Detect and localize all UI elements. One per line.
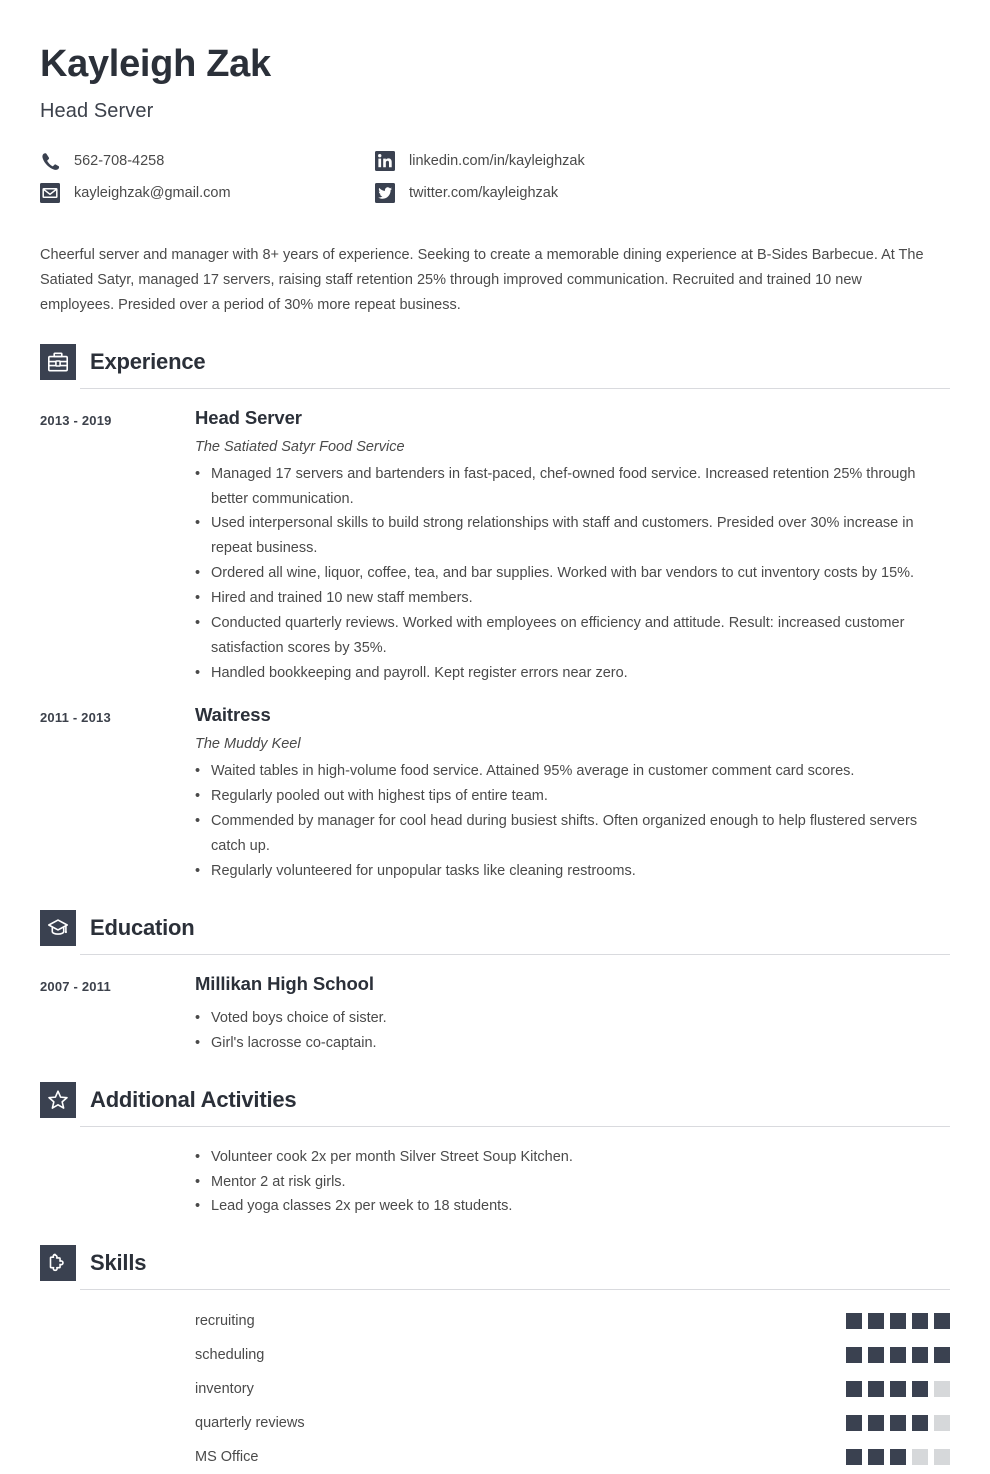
graduation-cap-icon	[40, 910, 76, 946]
list-item: • Girl's lacrosse co-captain.	[195, 1031, 950, 1056]
skill-name: recruiting	[195, 1313, 255, 1330]
skill-square-filled	[890, 1313, 906, 1329]
list-item: • Regularly pooled out with highest tips of entire team.	[195, 784, 950, 809]
section-additional-activities	[40, 1082, 950, 1220]
skill-name: inventory	[195, 1381, 254, 1398]
entry-bullets	[195, 1006, 950, 1056]
contact-email[interactable]	[40, 181, 375, 205]
star-icon	[40, 1082, 76, 1118]
section-education	[40, 910, 950, 1056]
entry-bullets	[195, 759, 950, 884]
skill-square-filled	[934, 1347, 950, 1363]
contact-email-text: kayleighzak@gmail.com	[74, 184, 231, 201]
skill-square-filled	[846, 1313, 862, 1329]
contact-phone[interactable]	[40, 149, 375, 173]
skill-square-filled	[912, 1347, 928, 1363]
list-item: • Voted boys choice of sister.	[195, 1006, 950, 1031]
skill-rating	[846, 1415, 950, 1431]
contact-twitter[interactable]	[375, 181, 950, 205]
skill-square-filled	[890, 1415, 906, 1431]
skills-list	[40, 1304, 950, 1474]
list-item: • Regularly volunteered for unpopular tasks like cleaning restrooms.	[195, 859, 950, 884]
education-entry	[40, 973, 950, 1056]
skill-rating	[846, 1347, 950, 1363]
entry-body	[195, 704, 950, 884]
entry-organization: The Muddy Keel	[195, 736, 301, 753]
activities-entry	[40, 1145, 950, 1220]
professional-summary: Cheerful server and manager with 8+ years of experience. Seeking to create a memorable dining experience at B-Sides Barbecue. At The Satiated Satyr, managed 17 servers, raising staff retention 25% through improved communication. Recruited and trained 10 new employees. Presided over a period of 30% more repeat business.	[40, 246, 924, 313]
email-icon	[40, 183, 60, 203]
entry-body	[195, 407, 950, 686]
skill-rating	[846, 1381, 950, 1397]
entry-role: Head Server	[195, 406, 302, 428]
list-item: • Volunteer cook 2x per month Silver Street Soup Kitchen.	[195, 1145, 950, 1170]
resume-header	[40, 44, 950, 205]
entry-body	[195, 973, 950, 1056]
skill-row	[195, 1304, 950, 1338]
list-item: • Hired and trained 10 new staff members.	[195, 586, 950, 611]
contact-linkedin-text: linkedin.com/in/kayleighzak	[409, 152, 585, 169]
skill-row	[195, 1338, 950, 1372]
section-title-experience: Experience	[90, 348, 206, 374]
list-item: • Handled bookkeeping and payroll. Kept register errors near zero.	[195, 661, 950, 686]
section-title-education: Education	[90, 914, 195, 940]
section-divider-additional-activities	[80, 1126, 950, 1127]
skill-square-empty	[934, 1381, 950, 1397]
section-divider-skills	[80, 1289, 950, 1290]
skill-square-filled	[846, 1415, 862, 1431]
list-item: • Conducted quarterly reviews. Worked with employees on efficiency and attitude. Result: increased customer satisfaction scores by 35%.	[195, 611, 950, 661]
skill-square-filled	[912, 1415, 928, 1431]
skill-rating	[846, 1449, 950, 1465]
contact-linkedin[interactable]	[375, 149, 950, 173]
section-title-additional-activities: Additional Activities	[90, 1086, 297, 1112]
experience-entry	[40, 704, 950, 884]
candidate-job-title: Head Server	[40, 99, 154, 122]
entry-dates: 2011 - 2013	[40, 710, 111, 726]
entry-role: Waitress	[195, 704, 271, 726]
skill-name: scheduling	[195, 1347, 265, 1364]
skill-square-filled	[934, 1313, 950, 1329]
skill-square-filled	[890, 1381, 906, 1397]
list-item: • Mentor 2 at risk girls.	[195, 1170, 950, 1195]
section-header-experience	[40, 344, 950, 380]
list-item: • Used interpersonal skills to build strong relationships with staff and customers. Presided over 30% increase in repeat business.	[195, 511, 950, 561]
skill-square-empty	[912, 1449, 928, 1465]
entry-bullets	[195, 462, 950, 686]
skill-square-filled	[890, 1449, 906, 1465]
skill-rating	[846, 1313, 950, 1329]
section-divider-education	[80, 954, 950, 955]
skill-name: MS Office	[195, 1449, 259, 1466]
section-header-education	[40, 910, 950, 946]
section-header-skills	[40, 1245, 950, 1281]
skill-square-filled	[846, 1449, 862, 1465]
twitter-icon	[375, 183, 395, 203]
list-item: • Ordered all wine, liquor, coffee, tea, and bar supplies. Worked with bar vendors to cut inventory costs by 15%.	[195, 561, 950, 586]
skill-square-filled	[846, 1381, 862, 1397]
list-item: • Commended by manager for cool head during busiest shifts. Often organized enough to help flustered servers catch up.	[195, 809, 950, 859]
skill-name: quarterly reviews	[195, 1415, 305, 1432]
list-item: • Waited tables in high-volume food service. Attained 95% average in customer comment card scores.	[195, 759, 950, 784]
skill-square-filled	[912, 1381, 928, 1397]
phone-icon	[40, 151, 60, 171]
section-header-additional-activities	[40, 1082, 950, 1118]
briefcase-icon	[40, 344, 76, 380]
section-skills	[40, 1245, 950, 1474]
contact-info	[40, 149, 950, 205]
entry-dates: 2013 - 2019	[40, 412, 112, 428]
entry-organization: The Satiated Satyr Food Service	[195, 438, 405, 455]
skill-row	[195, 1372, 950, 1406]
section-experience	[40, 344, 950, 884]
skill-square-filled	[846, 1347, 862, 1363]
skill-row	[195, 1440, 950, 1474]
skill-square-filled	[868, 1347, 884, 1363]
entry-bullets	[195, 1145, 950, 1220]
skill-square-filled	[868, 1381, 884, 1397]
skill-square-filled	[868, 1313, 884, 1329]
skill-square-filled	[890, 1347, 906, 1363]
experience-entry	[40, 407, 950, 686]
puzzle-piece-icon	[40, 1245, 76, 1281]
list-item: • Lead yoga classes 2x per week to 18 students.	[195, 1194, 950, 1219]
candidate-name: Kayleigh Zak	[40, 43, 271, 85]
contact-phone-text: 562-708-4258	[74, 152, 165, 169]
linkedin-icon	[375, 151, 395, 171]
entry-dates: 2007 - 2011	[40, 978, 111, 994]
skill-row	[195, 1406, 950, 1440]
skill-square-filled	[868, 1415, 884, 1431]
entry-school: Millikan High School	[195, 972, 374, 994]
skill-square-filled	[868, 1449, 884, 1465]
contact-twitter-text: twitter.com/kayleighzak	[409, 184, 559, 201]
section-title-skills: Skills	[90, 1250, 147, 1276]
list-item: • Managed 17 servers and bartenders in fast-paced, chef-owned food service. Increased retention 25% through better communication.	[195, 462, 950, 512]
entry-body	[195, 1145, 950, 1220]
skill-square-filled	[912, 1313, 928, 1329]
section-divider-experience	[80, 388, 950, 389]
skill-square-empty	[934, 1449, 950, 1465]
skill-square-empty	[934, 1415, 950, 1431]
